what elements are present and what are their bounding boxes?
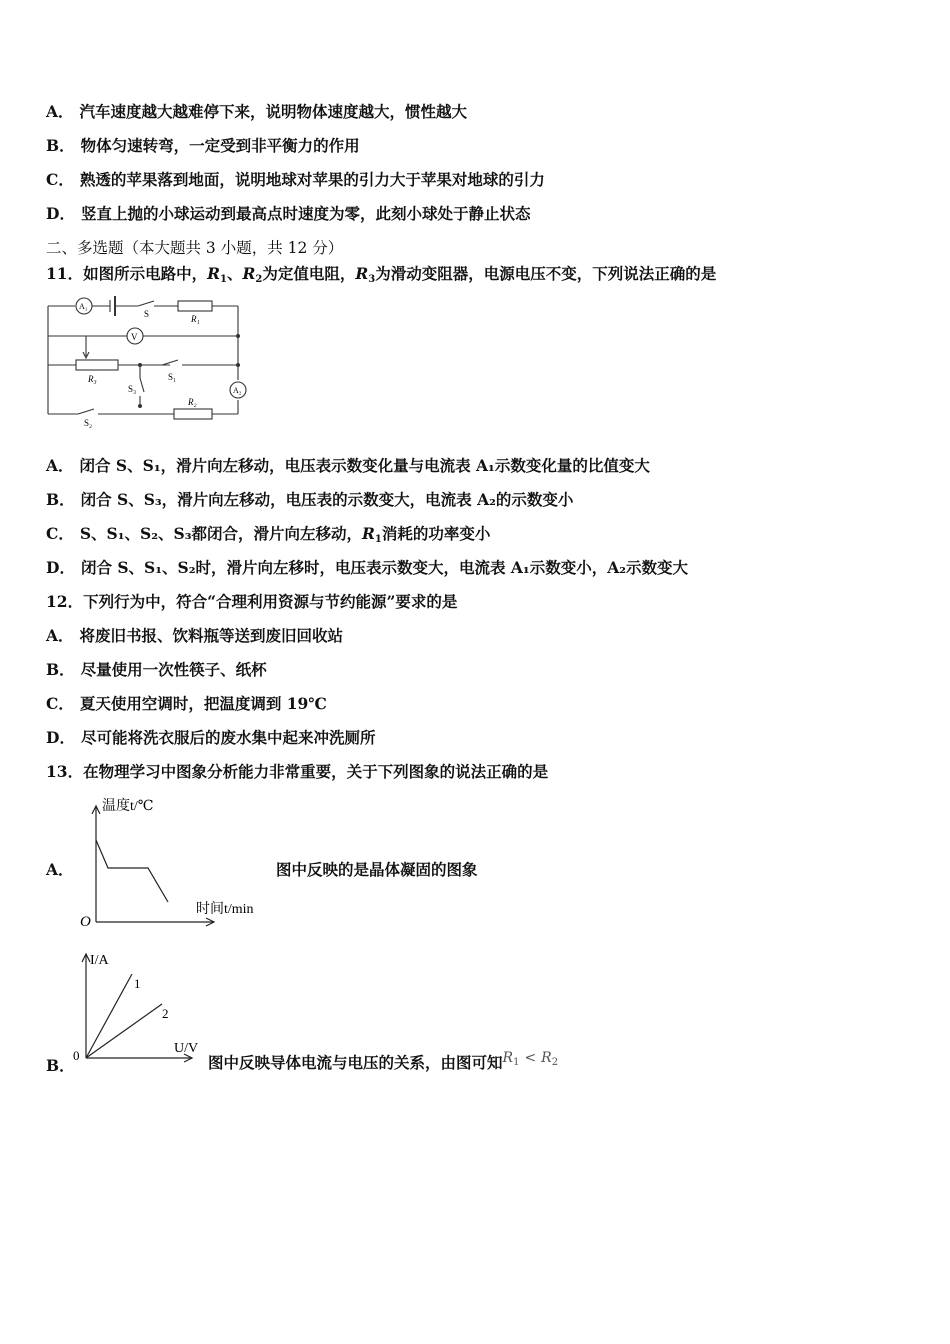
r1-subscript: 1 <box>219 274 227 285</box>
option-text: 熟透的苹果落到地面，说明地球对苹果的引力大于苹果对地球的引力 <box>79 170 545 189</box>
option-text: 闭合 S、S₃，滑片向左移动，电压表的示数变大，电流表 A₂的示数变小 <box>80 490 574 509</box>
option-text: 汽车速度越大越难停下来，说明物体速度越大，惯性越大 <box>79 102 468 121</box>
option-text: 图中反映导体电流与电压的关系，由图可知 <box>208 1053 503 1072</box>
voltmeter-label: V <box>131 332 138 342</box>
r2-subscript: 2 <box>255 274 263 285</box>
q11-stem <box>46 264 716 284</box>
q13-option-b-text <box>208 1051 558 1073</box>
option-text: S、S₁、S₂、S₃都闭合，滑片向左移动， <box>79 524 362 543</box>
r2-symbol: R <box>242 264 256 283</box>
relation-r2: R <box>541 1050 552 1066</box>
q13-stem <box>46 762 548 782</box>
q13-option-a-text: 图中反映的是晶体凝固的图象 <box>276 860 478 879</box>
ammeter-a2-label: A₂ <box>233 386 242 395</box>
option-label: D． <box>46 558 75 577</box>
x-axis-label: U/V <box>174 1041 199 1056</box>
resistor-r1-label: R₁ <box>191 314 200 324</box>
line-1-label: 1 <box>134 976 141 991</box>
q13-option-a-label: A． <box>46 860 74 879</box>
option-label: C． <box>46 524 74 543</box>
question-number: 13． <box>46 762 84 781</box>
option-text: 物体匀速转弯，一定受到非平衡力的作用 <box>80 136 360 155</box>
x-axis-label: 时间t/min <box>196 902 254 917</box>
section-heading <box>46 238 343 258</box>
switch-s1-label: S₁ <box>168 372 177 382</box>
q13-option-b-label: B． <box>46 1056 75 1075</box>
question-number: 11． <box>46 264 84 283</box>
option-label: A． <box>46 626 74 645</box>
stem-text: 在物理学习中图象分析能力非常重要，关于下列图象的说法正确的是 <box>83 762 549 781</box>
switch-s3-label: S₃ <box>128 384 137 394</box>
r3-subscript: 3 <box>368 274 376 285</box>
origin-label: O <box>80 914 91 930</box>
option-label: D． <box>46 728 75 747</box>
q10-option-c <box>46 170 545 190</box>
r1-symbol: R <box>362 524 375 543</box>
resistor-r2-label: R₂ <box>188 397 197 407</box>
stem-text: 如图所示电路中， <box>83 264 208 283</box>
option-text: 夏天使用空调时，把温度调到 19℃ <box>79 694 327 713</box>
section-title: 二、多选题（本大题共 3 小题，共 12 分） <box>46 239 344 257</box>
q10-option-b <box>46 136 360 156</box>
relation-sub2: 2 <box>551 1057 559 1068</box>
q12-option-c <box>46 694 327 714</box>
r1-subscript: 1 <box>374 534 382 545</box>
ammeter-a1-label: A₁ <box>79 302 88 311</box>
option-text: 尽量使用一次性筷子、纸杯 <box>80 660 267 679</box>
question-number: 12． <box>46 592 84 611</box>
y-axis-label: I/A <box>90 953 109 968</box>
q11-option-b <box>46 490 573 510</box>
origin-label: 0 <box>73 1048 80 1063</box>
q12-stem <box>46 592 457 612</box>
cooling-curve-graph <box>76 792 276 932</box>
option-label: B． <box>46 490 75 509</box>
switch-s2-label: S₂ <box>84 418 93 428</box>
current-voltage-graph <box>70 946 210 1066</box>
option-label: B． <box>46 136 75 155</box>
q11-option-c <box>46 524 490 544</box>
resistance-relation <box>503 1050 559 1066</box>
stem-text: 为定值电阻， <box>262 264 356 283</box>
q12-option-b <box>46 660 267 680</box>
stem-text: 下列行为中，符合“合理利用资源与节约能源”要求的是 <box>83 592 458 611</box>
line-2-label: 2 <box>162 1006 169 1021</box>
option-label: C． <box>46 694 74 713</box>
separator: 、 <box>226 264 243 283</box>
option-text: 闭合 S、S₁、S₂时，滑片向左移时，电压表示数变大，电流表 A₁示数变小，A₂示数变大 <box>80 558 689 577</box>
graph-line-1 <box>86 974 132 1058</box>
resistor-r3-label: R₃ <box>88 374 97 384</box>
option-label: A． <box>46 456 74 475</box>
q12-option-d <box>46 728 375 748</box>
q11-option-a <box>46 456 650 476</box>
r3-symbol: R <box>355 264 369 283</box>
option-label: C． <box>46 170 74 189</box>
y-axis-label: 温度t/℃ <box>102 799 154 814</box>
option-text: 闭合 S、S₁，滑片向左移动，电压表示数变化量与电流表 A₁示数变化量的比值变大 <box>79 456 650 475</box>
relation-sub1: 1 <box>513 1057 520 1068</box>
cooling-curve-line <box>96 840 168 902</box>
option-text: 消耗的功率变小 <box>381 524 491 543</box>
q10-option-a <box>46 102 467 122</box>
q10-option-d <box>46 204 530 224</box>
option-text: 将废旧书报、饮料瓶等送到废旧回收站 <box>79 626 344 645</box>
option-label: D． <box>46 204 75 223</box>
stem-text: 为滑动变阻器，电源电压不变，下列说法正确的是 <box>375 264 717 283</box>
q12-option-a <box>46 626 343 646</box>
option-text: 尽可能将洗衣服后的废水集中起来冲洗厕所 <box>80 728 376 747</box>
relation-operator: < <box>524 1050 537 1066</box>
r1-symbol: R <box>207 264 220 283</box>
switch-s-label: S <box>144 309 150 319</box>
relation-r1: R <box>502 1050 514 1066</box>
option-label: A． <box>46 102 74 121</box>
option-text: 竖直上抛的小球运动到最高点时速度为零，此刻小球处于静止状态 <box>80 204 531 223</box>
option-label: B． <box>46 660 75 679</box>
graph-line-2 <box>86 1004 162 1058</box>
q11-option-d <box>46 558 688 578</box>
circuit-diagram <box>40 292 255 432</box>
